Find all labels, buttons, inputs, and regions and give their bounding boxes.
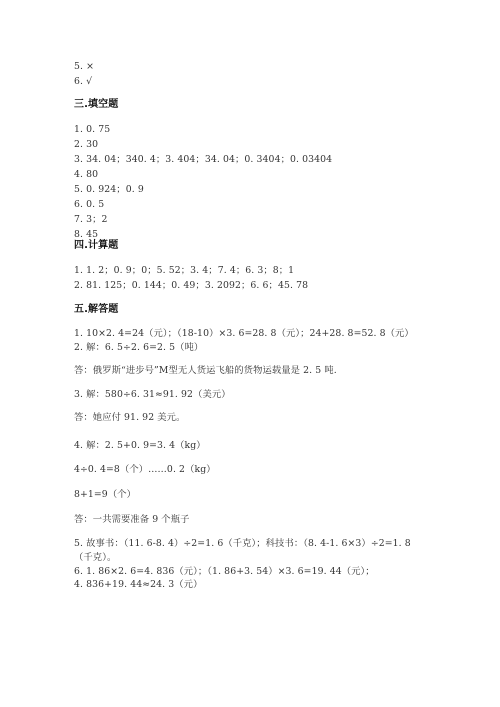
answer-line: 5. 0. 924；0. 9 (74, 184, 144, 195)
answer-line: 1. 0. 75 (74, 124, 111, 135)
answer-line: 3. 34. 04；340. 4；3. 404；34. 04；0. 3404；0. 03404 (74, 154, 333, 165)
answer-line: 8+1=9（个） (74, 489, 137, 500)
answer-line: 2. 解：6. 5÷2. 6=2. 5（吨） (74, 342, 204, 353)
answer-line: （千克）。 (74, 552, 117, 563)
answer-line: 5. 故事书：（11. 6-8. 4）÷2=1. 6（千克）；科技书：（8. 4-1. 6×3）÷2=1. 8 (74, 538, 411, 549)
answer-line: 7. 3；2 (74, 214, 108, 225)
answer-line: 5. × (74, 61, 95, 72)
answer-line: 4. 836+19. 44≈24. 3（元） (74, 579, 203, 590)
answer-line: 8. 45 (74, 229, 99, 240)
answer-line: 答：一共需要准备 9 个瓶子 (74, 514, 190, 525)
answer-line: 4÷0. 4=8（个）……0. 2（kg） (74, 464, 216, 475)
answer-line: 6. 0. 5 (74, 199, 105, 210)
answer-line: 4. 解：2. 5+0. 9=3. 4（kg） (74, 440, 206, 451)
answer-line: 4. 80 (74, 169, 99, 180)
answer-line: 2. 81. 125；0. 144；0. 49；3. 2092；6. 6；45. 78 (74, 280, 309, 291)
answer-line: 6. √ (74, 76, 93, 87)
answer-line: 答：她应付 91. 92 美元。 (74, 412, 186, 423)
section-heading-fill-in: 三.填空题 (74, 99, 119, 110)
answer-line: 1. 1. 2；0. 9；0；5. 52；3. 4；7. 4；6. 3；8；1 (74, 265, 295, 276)
answer-line: 1. 10×2. 4=24（元）；（18-10）×3. 6=28. 8（元）；24+28. 8=52. 8（元） (74, 328, 414, 339)
section-heading-word-problems: 五.解答题 (74, 304, 119, 315)
answer-line: 3. 解：580÷6. 31≈91. 92（美元） (74, 389, 231, 400)
answer-line: 6. 1. 86×2. 6=4. 836（元）；（1. 86+3. 54）×3. 6=19. 44（元）； (74, 566, 375, 577)
answer-line: 答：俄罗斯“进步号”M型无人货运飞船的货物运载量是 2. 5 吨. (74, 365, 337, 376)
answer-line: 2. 30 (74, 139, 99, 150)
section-heading-calculation: 四.计算题 (74, 240, 119, 251)
